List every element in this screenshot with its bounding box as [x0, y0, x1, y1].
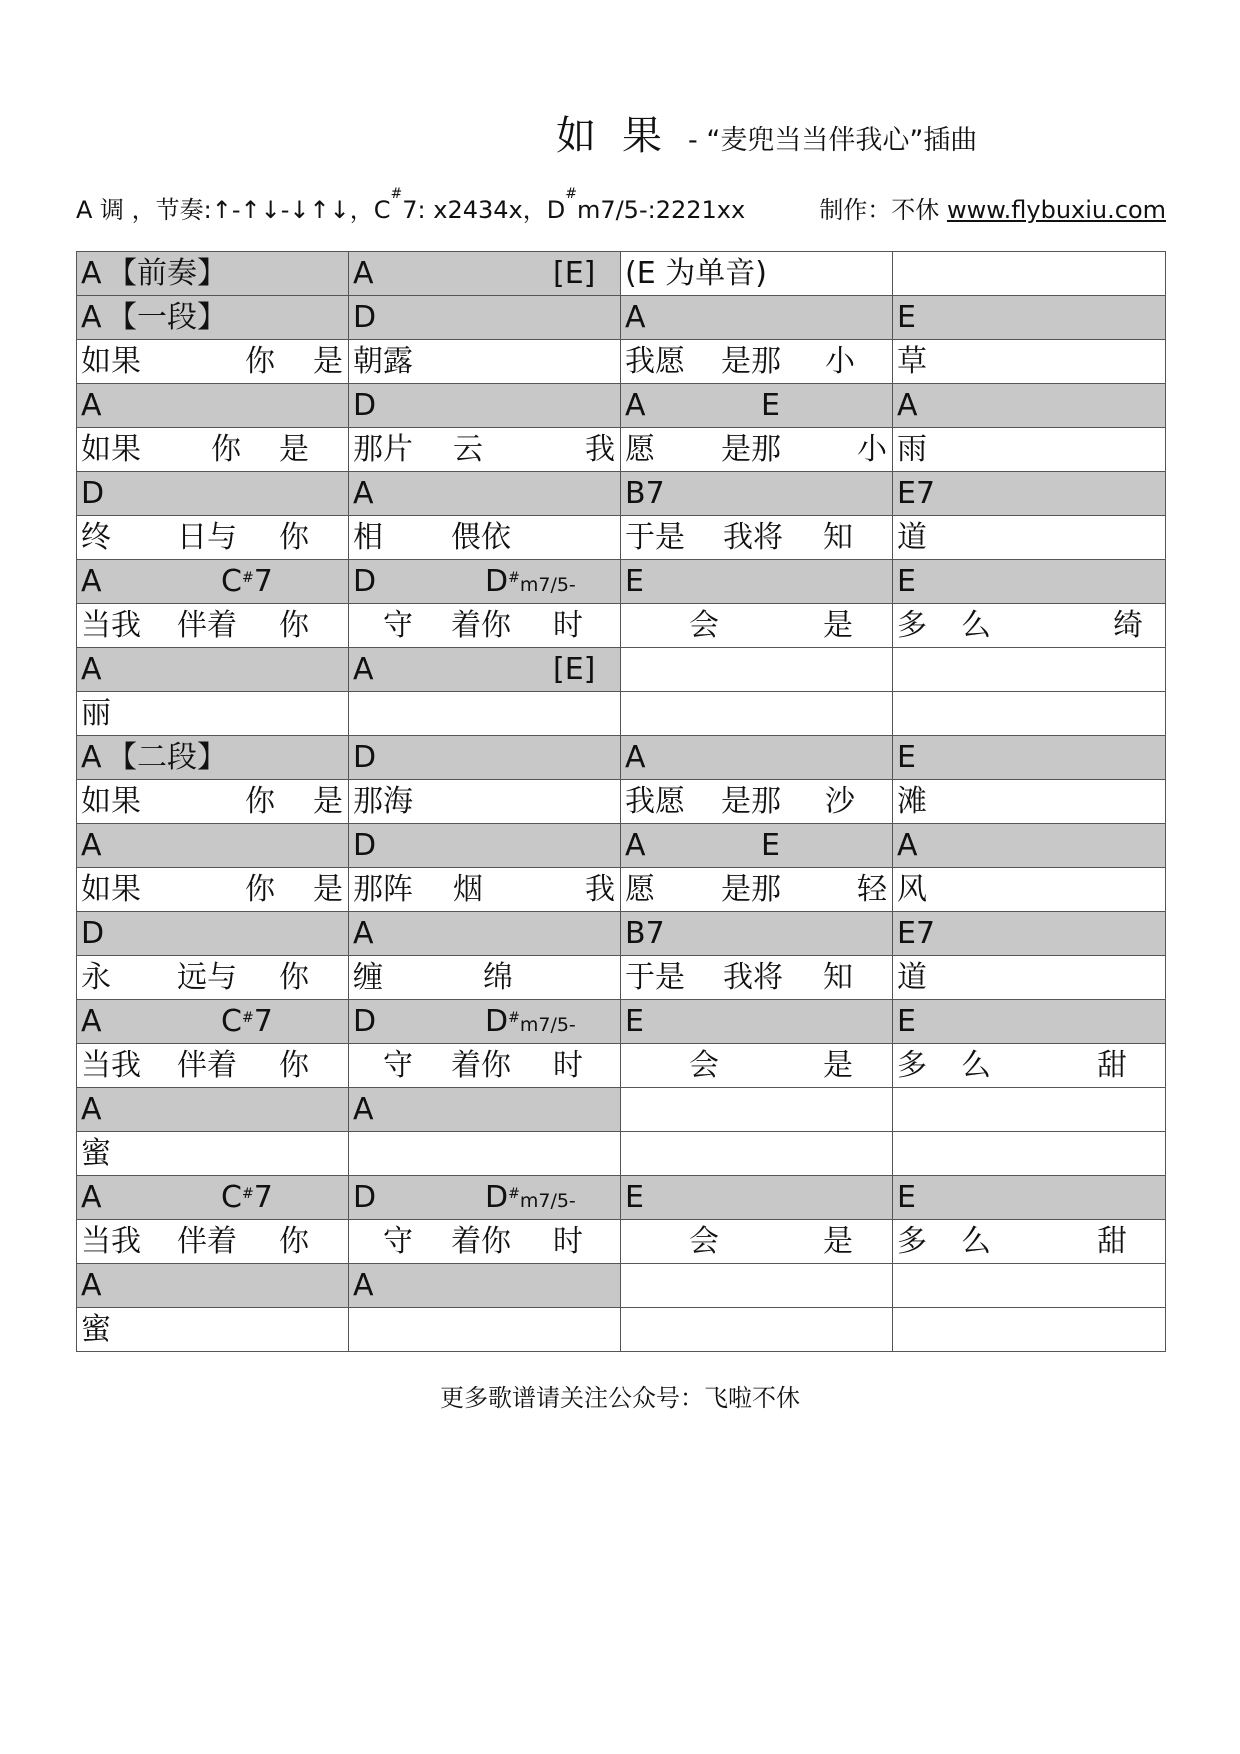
lyric: 永: [81, 960, 111, 995]
lyric-cell: [893, 692, 1166, 736]
lyric: 你: [279, 608, 309, 643]
lyric: 是: [823, 608, 853, 643]
lyric-cell: [349, 340, 621, 384]
lyric-cell: [349, 428, 621, 472]
chord-row: [77, 912, 1166, 956]
chord-cell: [893, 252, 1166, 296]
chord: E: [897, 300, 916, 335]
lyric: 远与: [177, 960, 237, 995]
chord-cell: [349, 560, 621, 604]
chord-cell: [621, 472, 893, 516]
lyric: 丽: [81, 696, 111, 731]
lyric: 多: [897, 1224, 927, 1259]
chord-cell: [621, 648, 893, 692]
chord: A: [81, 828, 102, 863]
lyric: 当我: [81, 1048, 141, 1083]
chord: D: [353, 828, 377, 863]
chord-cell: [77, 472, 349, 516]
lyric-cell: [893, 604, 1166, 648]
lyric: 着你: [451, 1048, 511, 1083]
chord-cell: [349, 824, 621, 868]
lyric: 你: [279, 520, 309, 555]
lyric: 于是: [625, 960, 685, 995]
lyric-cell: [893, 1220, 1166, 1264]
chord-cell: [77, 560, 349, 604]
lyric: 会: [689, 608, 719, 643]
chord-cell: [621, 1264, 893, 1308]
title-row: [556, 104, 977, 161]
lyric: 么: [961, 608, 991, 643]
chord: D: [81, 476, 105, 511]
section-tag: 【二段】: [107, 740, 227, 775]
lyric: 我愿: [625, 784, 685, 819]
lyric-cell: [349, 868, 621, 912]
lyric-cell: [77, 428, 349, 472]
lyric: 会: [689, 1224, 719, 1259]
chord-cell: [77, 296, 349, 340]
chord-row: [77, 252, 1166, 296]
lyric-row: [77, 1132, 1166, 1176]
lyric-row: [77, 780, 1166, 824]
lyric-row: [77, 1308, 1166, 1352]
lyric-cell: [893, 1132, 1166, 1176]
chord: D: [353, 564, 377, 599]
chord: E7: [897, 476, 936, 511]
chord-row: [77, 472, 1166, 516]
chord: E: [897, 740, 916, 775]
chord: D: [353, 1180, 377, 1215]
chord: A: [625, 388, 646, 423]
key-and-rhythm-info: [76, 186, 746, 225]
chord: A: [81, 1180, 102, 1215]
chord: A: [353, 652, 374, 687]
lyric: 是: [279, 432, 309, 467]
chord: E: [897, 1004, 916, 1039]
chord: A: [81, 1004, 102, 1039]
lyric-cell: [77, 516, 349, 560]
lyric: 时: [553, 608, 583, 643]
chord: A: [625, 300, 646, 335]
lyric-cell: [349, 956, 621, 1000]
chord-cell: [621, 384, 893, 428]
key-rhythm: A 调 ，节奏:↑-↑↓-↓↑↓，: [76, 196, 374, 224]
chord: A: [625, 740, 646, 775]
lyric-cell: [621, 516, 893, 560]
lyric: 我: [585, 432, 615, 467]
chord-cell: [893, 912, 1166, 956]
lyric: 小: [825, 344, 855, 379]
chord: D: [353, 740, 377, 775]
chord: A: [625, 828, 646, 863]
lyric: 伴着: [177, 1048, 237, 1083]
lyric-row: [77, 868, 1166, 912]
lyric-row: [77, 956, 1166, 1000]
lyric-cell: [893, 428, 1166, 472]
lyric-cell: [77, 1132, 349, 1176]
lyric: 多: [897, 608, 927, 643]
lyric-cell: [349, 1220, 621, 1264]
chord-cell: [621, 912, 893, 956]
chord-cell: [893, 1088, 1166, 1132]
chord: E: [761, 828, 780, 863]
chord-cell: [349, 912, 621, 956]
chord: A: [353, 1092, 374, 1127]
chord-cell: [77, 384, 349, 428]
chord: A: [353, 1268, 374, 1303]
lyric-cell: [621, 604, 893, 648]
sharp-symbol: #: [565, 186, 577, 202]
section-tag: 【一段】: [107, 300, 227, 335]
chord: E: [625, 564, 644, 599]
chord: E7: [897, 916, 936, 951]
chord: D: [353, 1004, 377, 1039]
chord-cell: [621, 296, 893, 340]
chord-cell: [621, 560, 893, 604]
lyric: 我将: [723, 520, 783, 555]
lyric-cell: [77, 340, 349, 384]
lyric-cell: [349, 780, 621, 824]
lyric: 相: [353, 520, 383, 555]
lyric: 是那: [721, 432, 781, 467]
lyric: 甜: [1097, 1224, 1127, 1259]
chord-cell: [77, 912, 349, 956]
lyric-cell: [893, 868, 1166, 912]
chord: E: [625, 1180, 644, 1215]
lyric: 沙: [825, 784, 855, 819]
lyric: 多: [897, 1048, 927, 1083]
lyric-cell: [349, 604, 621, 648]
chord: [E]: [553, 256, 596, 291]
lyric: 是: [823, 1048, 853, 1083]
chord-cell: [893, 648, 1166, 692]
chord-cell: [621, 824, 893, 868]
chord-cell: [349, 1000, 621, 1044]
lyric-cell: [349, 1308, 621, 1352]
lyric: 朝露: [353, 344, 413, 379]
chord: A: [81, 652, 102, 687]
chord-chart-table: [76, 251, 1166, 1352]
chord-cell: [893, 736, 1166, 780]
sharp-symbol: #: [390, 186, 403, 202]
chord-cell: [77, 1264, 349, 1308]
lyric: 会: [689, 1048, 719, 1083]
lyric: 蜜: [81, 1312, 111, 1347]
lyric-cell: [77, 604, 349, 648]
chord-cell: [349, 252, 621, 296]
lyric: 道: [897, 960, 927, 995]
lyric: 你: [279, 960, 309, 995]
lyric: 守: [383, 608, 413, 643]
lyric: 么: [961, 1224, 991, 1259]
chord: A: [81, 256, 102, 291]
lyric-cell: [893, 956, 1166, 1000]
lyric-cell: [77, 956, 349, 1000]
author-label: 制作：不休: [819, 196, 940, 224]
chord: E: [625, 1004, 644, 1039]
lyric: 如果: [81, 432, 141, 467]
chord-cell: [349, 296, 621, 340]
lyric-cell: [893, 516, 1166, 560]
lyric: 那片: [353, 432, 413, 467]
lyric: 着你: [451, 608, 511, 643]
lyric-cell: [349, 1044, 621, 1088]
author-info: [819, 190, 1166, 225]
chord: D#m7/5-: [485, 1180, 576, 1215]
chord-cell: [893, 1176, 1166, 1220]
chord-cell: [77, 1000, 349, 1044]
lyric: 日与: [177, 520, 237, 555]
lyric: 滩: [897, 784, 927, 819]
lyric: 是: [823, 1224, 853, 1259]
lyric: 如果: [81, 872, 141, 907]
chord-cell: [893, 1264, 1166, 1308]
chord: C#7: [221, 1180, 273, 1215]
chord: D#m7/5-: [485, 564, 576, 599]
chord-cell: [893, 296, 1166, 340]
lyric-cell: [77, 1044, 349, 1088]
lyric: 愿: [625, 432, 655, 467]
lyric: 守: [383, 1224, 413, 1259]
lyric: 那阵: [353, 872, 413, 907]
chord: A: [81, 300, 102, 335]
chord: A: [353, 916, 374, 951]
lyric-cell: [621, 428, 893, 472]
lyric-cell: [621, 868, 893, 912]
section-tag: 【前奏】: [107, 256, 227, 291]
lyric-cell: [349, 692, 621, 736]
footer-note: 更多歌谱请关注公众号：飞啦不休: [440, 1384, 800, 1412]
chord: B7: [625, 476, 665, 511]
chord-cell: [621, 1000, 893, 1044]
chord-cell: [349, 736, 621, 780]
lyric: 绮: [1113, 608, 1143, 643]
chord: D: [353, 388, 377, 423]
lyric-cell: [621, 1044, 893, 1088]
lyric: 伴着: [177, 1224, 237, 1259]
chord: D: [81, 916, 105, 951]
chord-cell: [893, 560, 1166, 604]
chord-row: [77, 1088, 1166, 1132]
lyric: 知: [823, 520, 853, 555]
chord: C#7: [221, 564, 273, 599]
chord: A: [353, 256, 374, 291]
lyric: 是: [313, 784, 343, 819]
chord: [E]: [553, 652, 596, 687]
chord-cell: [77, 648, 349, 692]
chord-row: [77, 648, 1166, 692]
chord-cell: [893, 472, 1166, 516]
chord1-root: C: [373, 196, 391, 224]
chord-cell: [349, 472, 621, 516]
lyric: 愿: [625, 872, 655, 907]
chord-cell: [349, 384, 621, 428]
chord-cell: [621, 736, 893, 780]
lyric-cell: [77, 780, 349, 824]
lyric: 小: [857, 432, 887, 467]
chord: A: [897, 388, 918, 423]
lyric: 是: [313, 344, 343, 379]
chord: E: [897, 564, 916, 599]
chord-cell: [77, 252, 349, 296]
lyric: 你: [211, 432, 241, 467]
info-row: [76, 186, 1166, 224]
chord: A: [81, 1268, 102, 1303]
chord-cell: [893, 824, 1166, 868]
lyric-cell: [77, 1220, 349, 1264]
chord2-fingering: m7/5-:2221xx: [576, 196, 746, 224]
lyric-cell: [621, 1132, 893, 1176]
lyric: 绵: [483, 960, 513, 995]
chord: D: [353, 300, 377, 335]
lyric: 你: [279, 1048, 309, 1083]
lyric-row: [77, 516, 1166, 560]
lyric: 你: [245, 872, 275, 907]
lyric-cell: [77, 1308, 349, 1352]
lyric: 如果: [81, 344, 141, 379]
chord-cell: [349, 648, 621, 692]
lyric: 当我: [81, 608, 141, 643]
chord-row: [77, 736, 1166, 780]
lyric: 甜: [1097, 1048, 1127, 1083]
chord: B7: [625, 916, 665, 951]
lyric: 于是: [625, 520, 685, 555]
chord2-root: D: [546, 196, 566, 224]
lyric-row: [77, 340, 1166, 384]
chord-cell: [77, 1176, 349, 1220]
chord: E: [761, 388, 780, 423]
lyric: 雨: [897, 432, 927, 467]
lyric: 着你: [451, 1224, 511, 1259]
lyric: 我愿: [625, 344, 685, 379]
lyric: 你: [279, 1224, 309, 1259]
chord-cell: [77, 736, 349, 780]
lyric: 是那: [721, 872, 781, 907]
song-title: 如果: [556, 113, 688, 159]
lyric-cell: [621, 780, 893, 824]
lyric: 蜜: [81, 1136, 111, 1171]
lyric: 那海: [353, 784, 413, 819]
chord: A: [897, 828, 918, 863]
lyric: 我将: [723, 960, 783, 995]
chord-cell: [621, 1176, 893, 1220]
lyric: 云: [453, 432, 483, 467]
lyric-cell: [77, 868, 349, 912]
chord-cell: [349, 1088, 621, 1132]
lyric-cell: [893, 340, 1166, 384]
lyric-row: [77, 692, 1166, 736]
lyric-cell: [349, 1132, 621, 1176]
chord-cell: [621, 252, 893, 296]
lyric-cell: [77, 692, 349, 736]
lyric-cell: [621, 340, 893, 384]
lyric-cell: [621, 692, 893, 736]
chord-row: [77, 1000, 1166, 1044]
song-subtitle: - “麦兜当当伴我心”插曲: [688, 125, 978, 156]
chord: A: [81, 564, 102, 599]
chord: A: [81, 1092, 102, 1127]
lyric: 时: [553, 1048, 583, 1083]
note-text: (E 为单音): [625, 256, 767, 291]
lyric: 轻: [857, 872, 887, 907]
chord-row: [77, 824, 1166, 868]
lyric: 你: [245, 784, 275, 819]
lyric-cell: [621, 1220, 893, 1264]
chord-cell: [349, 1176, 621, 1220]
lyric: 偎依: [451, 520, 511, 555]
chord-cell: [893, 384, 1166, 428]
lyric: 时: [553, 1224, 583, 1259]
lyric-row: [77, 1220, 1166, 1264]
chord: C#7: [221, 1004, 273, 1039]
chord-row: [77, 1264, 1166, 1308]
lyric: 草: [897, 344, 927, 379]
lyric: 你: [245, 344, 275, 379]
chord: D#m7/5-: [485, 1004, 576, 1039]
lyric-cell: [893, 1308, 1166, 1352]
lyric-row: [77, 1044, 1166, 1088]
lyric: 知: [823, 960, 853, 995]
chord-cell: [77, 824, 349, 868]
chord-row: [77, 560, 1166, 604]
website-link[interactable]: www.flybuxiu.com: [946, 196, 1166, 224]
chord-row: [77, 1176, 1166, 1220]
lyric: 缠: [353, 960, 383, 995]
lyric: 是那: [721, 344, 781, 379]
lyric: 终: [81, 520, 111, 555]
chord1-fingering: 7: x2434x，: [402, 196, 547, 224]
chord-cell: [621, 1088, 893, 1132]
lyric: 守: [383, 1048, 413, 1083]
lyric: 我: [585, 872, 615, 907]
lyric-cell: [621, 1308, 893, 1352]
chord-row: [77, 296, 1166, 340]
lyric-cell: [621, 956, 893, 1000]
chord: E: [897, 1180, 916, 1215]
lyric: 如果: [81, 784, 141, 819]
lyric-cell: [893, 780, 1166, 824]
lyric-cell: [893, 1044, 1166, 1088]
lyric: 烟: [453, 872, 483, 907]
lyric: 风: [897, 872, 927, 907]
chord: A: [81, 740, 102, 775]
lyric: 当我: [81, 1224, 141, 1259]
lyric: 是: [313, 872, 343, 907]
lyric-row: [77, 428, 1166, 472]
chord: A: [353, 476, 374, 511]
lyric: 么: [961, 1048, 991, 1083]
chord-cell: [349, 1264, 621, 1308]
chord-row: [77, 384, 1166, 428]
chord-cell: [77, 1088, 349, 1132]
lyric-row: [77, 604, 1166, 648]
chord-cell: [893, 1000, 1166, 1044]
lyric: 是那: [721, 784, 781, 819]
lyric: 道: [897, 520, 927, 555]
lyric-cell: [349, 516, 621, 560]
lyric: 伴着: [177, 608, 237, 643]
chord: A: [81, 388, 102, 423]
